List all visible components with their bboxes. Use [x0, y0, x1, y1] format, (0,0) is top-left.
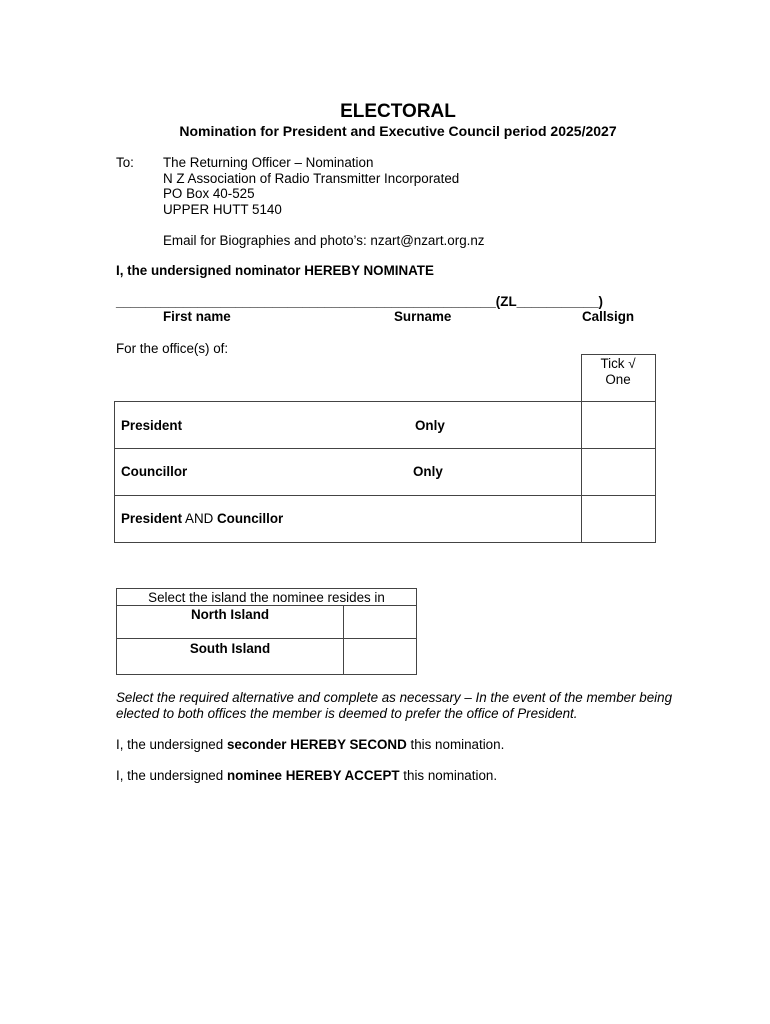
office-both-part1: President [121, 511, 183, 526]
instruction-note: Select the required alternative and complete as necessary – In the event of the member being elected to both offices the member is deemed to prefer the office of President. [116, 690, 673, 721]
acceptance-prefix: I, the undersigned [116, 768, 227, 783]
seconder-statement [116, 737, 504, 753]
office-intro: For the office(s) of: [116, 341, 229, 356]
office-both-part2: Councillor [217, 511, 284, 526]
surname-label: Surname [394, 309, 452, 324]
seconder-bold: seconder HEREBY SECOND [226, 737, 407, 752]
email-line: Email for Biographies and photo’s: nzart@nzart.org.nz [163, 233, 485, 248]
page-subtitle: Nomination for President and Executive Council period 2025/2027 [179, 123, 617, 139]
island-table-header: Select the island the nominee resides in [148, 590, 385, 605]
name-callsign-line[interactable]: ___________________________________________________(ZL___________) [116, 294, 604, 309]
row-divider [114, 495, 655, 496]
island-table [116, 588, 417, 675]
address-line: N Z Association of Radio Transmitter Incorporated [163, 170, 460, 186]
north-island-tick-cell[interactable] [344, 606, 416, 638]
office-president-qualifier: Only [415, 418, 445, 433]
tick-header-line1: Tick √ [600, 356, 636, 371]
north-island-label: North Island [190, 607, 270, 622]
south-island-tick-cell[interactable] [344, 639, 416, 674]
acceptance-bold: nominee HEREBY ACCEPT [226, 768, 400, 783]
tick-header-line2: One [605, 372, 631, 387]
tick-cell-councillor[interactable] [582, 449, 654, 495]
callsign-label: Callsign [582, 309, 635, 324]
first-name-label: First name [163, 309, 231, 324]
page-title: ELECTORAL [340, 101, 456, 122]
address-line: PO Box 40-525 [163, 186, 255, 201]
address-line: The Returning Officer – Nomination [163, 155, 374, 170]
acceptance-suffix: this nomination. [399, 768, 498, 783]
acceptance-statement [116, 768, 497, 784]
office-both-label [121, 511, 283, 527]
seconder-prefix: I, the undersigned [116, 737, 227, 752]
office-councillor-label: Councillor [121, 464, 188, 479]
row-divider [114, 448, 655, 449]
office-president-label: President [121, 418, 183, 433]
tick-cell-both[interactable] [582, 496, 654, 541]
tick-cell-president[interactable] [582, 402, 654, 448]
office-table [114, 354, 655, 542]
office-councillor-qualifier: Only [413, 464, 443, 479]
address-line: UPPER HUTT 5140 [163, 201, 282, 217]
nominate-statement: I, the undersigned nominator HEREBY NOMINATE [116, 263, 434, 278]
seconder-suffix: this nomination. [406, 737, 505, 752]
to-label: To: [116, 155, 134, 170]
address-block [163, 155, 459, 217]
office-both-and: AND [182, 511, 218, 526]
south-island-label: South Island [189, 641, 271, 656]
